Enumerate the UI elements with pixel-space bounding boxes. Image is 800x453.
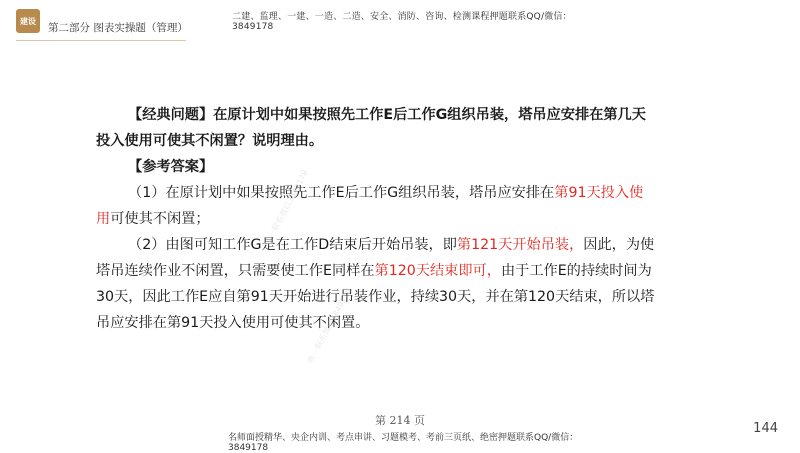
watermark-text: 唯一联系微信3849178 (262, 168, 311, 247)
watermark-text: 唯一联系微信3849178 (305, 286, 354, 365)
answer-item-2 (96, 232, 656, 336)
question-paragraph (96, 102, 656, 154)
answer-2-text-3: 由于工作E的持续时间为30天，因此工作E应自第91天开始进行吊装作业，持续30天，并在第120天结束，所以塔吊应安排在第91天投入使用可使其不闲置。 (96, 263, 655, 331)
question-tag: 【经典问题】 (128, 107, 214, 123)
section-title: 第二部分 图表实操题（管理） (48, 22, 188, 34)
header-contact-notice: 二建、监理、一建、一造、二造、安全、消防、咨询、检测课程押题联系QQ/微信：3849178 (232, 12, 572, 32)
main-content (96, 102, 656, 336)
publisher-logo: 建设 (16, 9, 40, 33)
answer-1-highlight: 第91天投入使用 (96, 185, 644, 227)
answer-2-text-1: （2）由图可知工作G是在工作D结束后开始吊装，即 (128, 237, 457, 253)
answer-1-text: （1）在原计划中如果按照先工作E后工作G组织吊装，塔吊应安排在 (128, 185, 555, 201)
answer-item-1 (96, 180, 656, 232)
page-label: 第 214 页 (375, 414, 425, 427)
answer-2-highlight-2: 第120天结束即可， (374, 263, 501, 279)
answer-1-suffix: 可使其不闲置； (110, 211, 210, 227)
footer-contact-notice: 名师面授精华、央企内训、考点串讲、习题模考、考前三页纸、绝密押题联系QQ/微信：3849178 (228, 433, 579, 453)
page-number: 144 (753, 421, 778, 436)
header-divider (16, 40, 186, 41)
answer-2-highlight-1: 第121天开始吊装， (456, 237, 584, 253)
question-text: 在原计划中如果按照先工作E后工作G组织吊装，塔吊应安排在第几天投入使用可使其不闲置？说明理由。 (96, 107, 646, 149)
answer-2-text-2: 因此，为使塔吊连续作业不闲置，只需要使工作E同样在 (96, 237, 655, 279)
answer-heading: 【参考答案】 (128, 159, 214, 175)
page-header (0, 0, 800, 44)
